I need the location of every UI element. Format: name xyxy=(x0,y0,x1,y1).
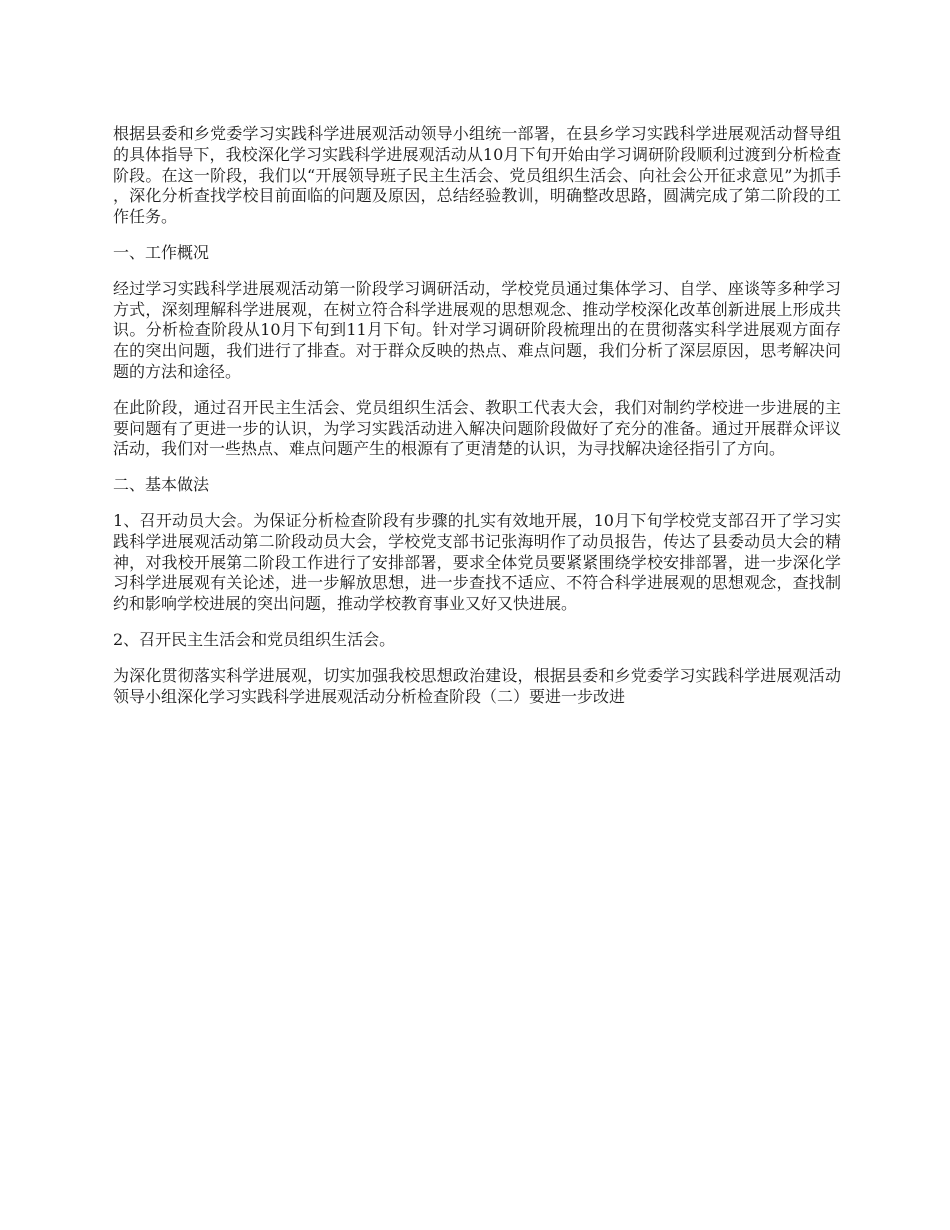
method-paragraph-1: 1、召开动员大会。为保证分析检查阶段有步骤的扎实有效地开展，10月下旬学校党支部召开了学习实践科学进展观活动第二阶段动员大会，学校党支部书记张海明作了动员报告，传达了县委动员大会的精神，对我校开展第二阶段工作进行了安排部署，要求全体党员要紧紧围绕学校安排部署，进一步深化学习科学进展观有关论述，进一步解放思想，进一步查找不适应、不符合科学进展观的思想观念，查找制约和影响学校进展的突出问题，推动学校教育事业又好又快进展。 xyxy=(113,510,841,614)
section-heading-work-overview: 一、工作概况 xyxy=(113,242,210,262)
method-paragraph-2-title: 2、召开民主生活会和党员组织生活会。 xyxy=(113,629,396,649)
overview-paragraph-1: 经过学习实践科学进展观活动第一阶段学习调研活动，学校党员通过集体学习、自学、座谈等多种学习方式，深刻理解科学进展观，在树立符合科学进展观的思想观念、推动学校深化改革创新进展上形成共识。分析检查阶段从10月下旬到11月下旬。针对学习调研阶段梳理出的在贯彻落实科学进展观方面存在的突出问题，我们进行了排查。对于群众反映的热点、难点问题，我们分析了深层原因，思考解决问题的方法和途径。 xyxy=(113,278,841,381)
section-heading-basic-methods: 二、基本做法 xyxy=(113,475,210,495)
method-paragraph-2-body: 为深化贯彻落实科学进展观，切实加强我校思想政治建设，根据县委和乡党委学习实践科学进展观活动领导小组深化学习实践科学进展观活动分析检查阶段（二）要进一步改进 xyxy=(113,665,841,706)
document-page xyxy=(113,124,841,722)
intro-paragraph: 根据县委和乡党委学习实践科学进展观活动领导小组统一部署，在县乡学习实践科学进展观活动督导组的具体指导下，我校深化学习实践科学进展观活动从10月下旬开始由学习调研阶段顺利过渡到分析检查阶段。在这一阶段，我们以“开展领导班子民主生活会、党员组织生活会、向社会公开征求意见”为抓手，深化分析查找学校目前面临的问题及原因，总结经验教训，明确整改思路，圆满完成了第二阶段的工作任务。 xyxy=(113,124,841,227)
overview-paragraph-2: 在此阶段，通过召开民主生活会、党员组织生活会、教职工代表大会，我们对制约学校进一步进展的主要问题有了更进一步的认识，为学习实践活动进入解决问题阶段做好了充分的准备。通过开展群众评议活动，我们对一些热点、难点问题产生的根源有了更清楚的认识，为寻找解决途径指引了方向。 xyxy=(113,397,841,459)
